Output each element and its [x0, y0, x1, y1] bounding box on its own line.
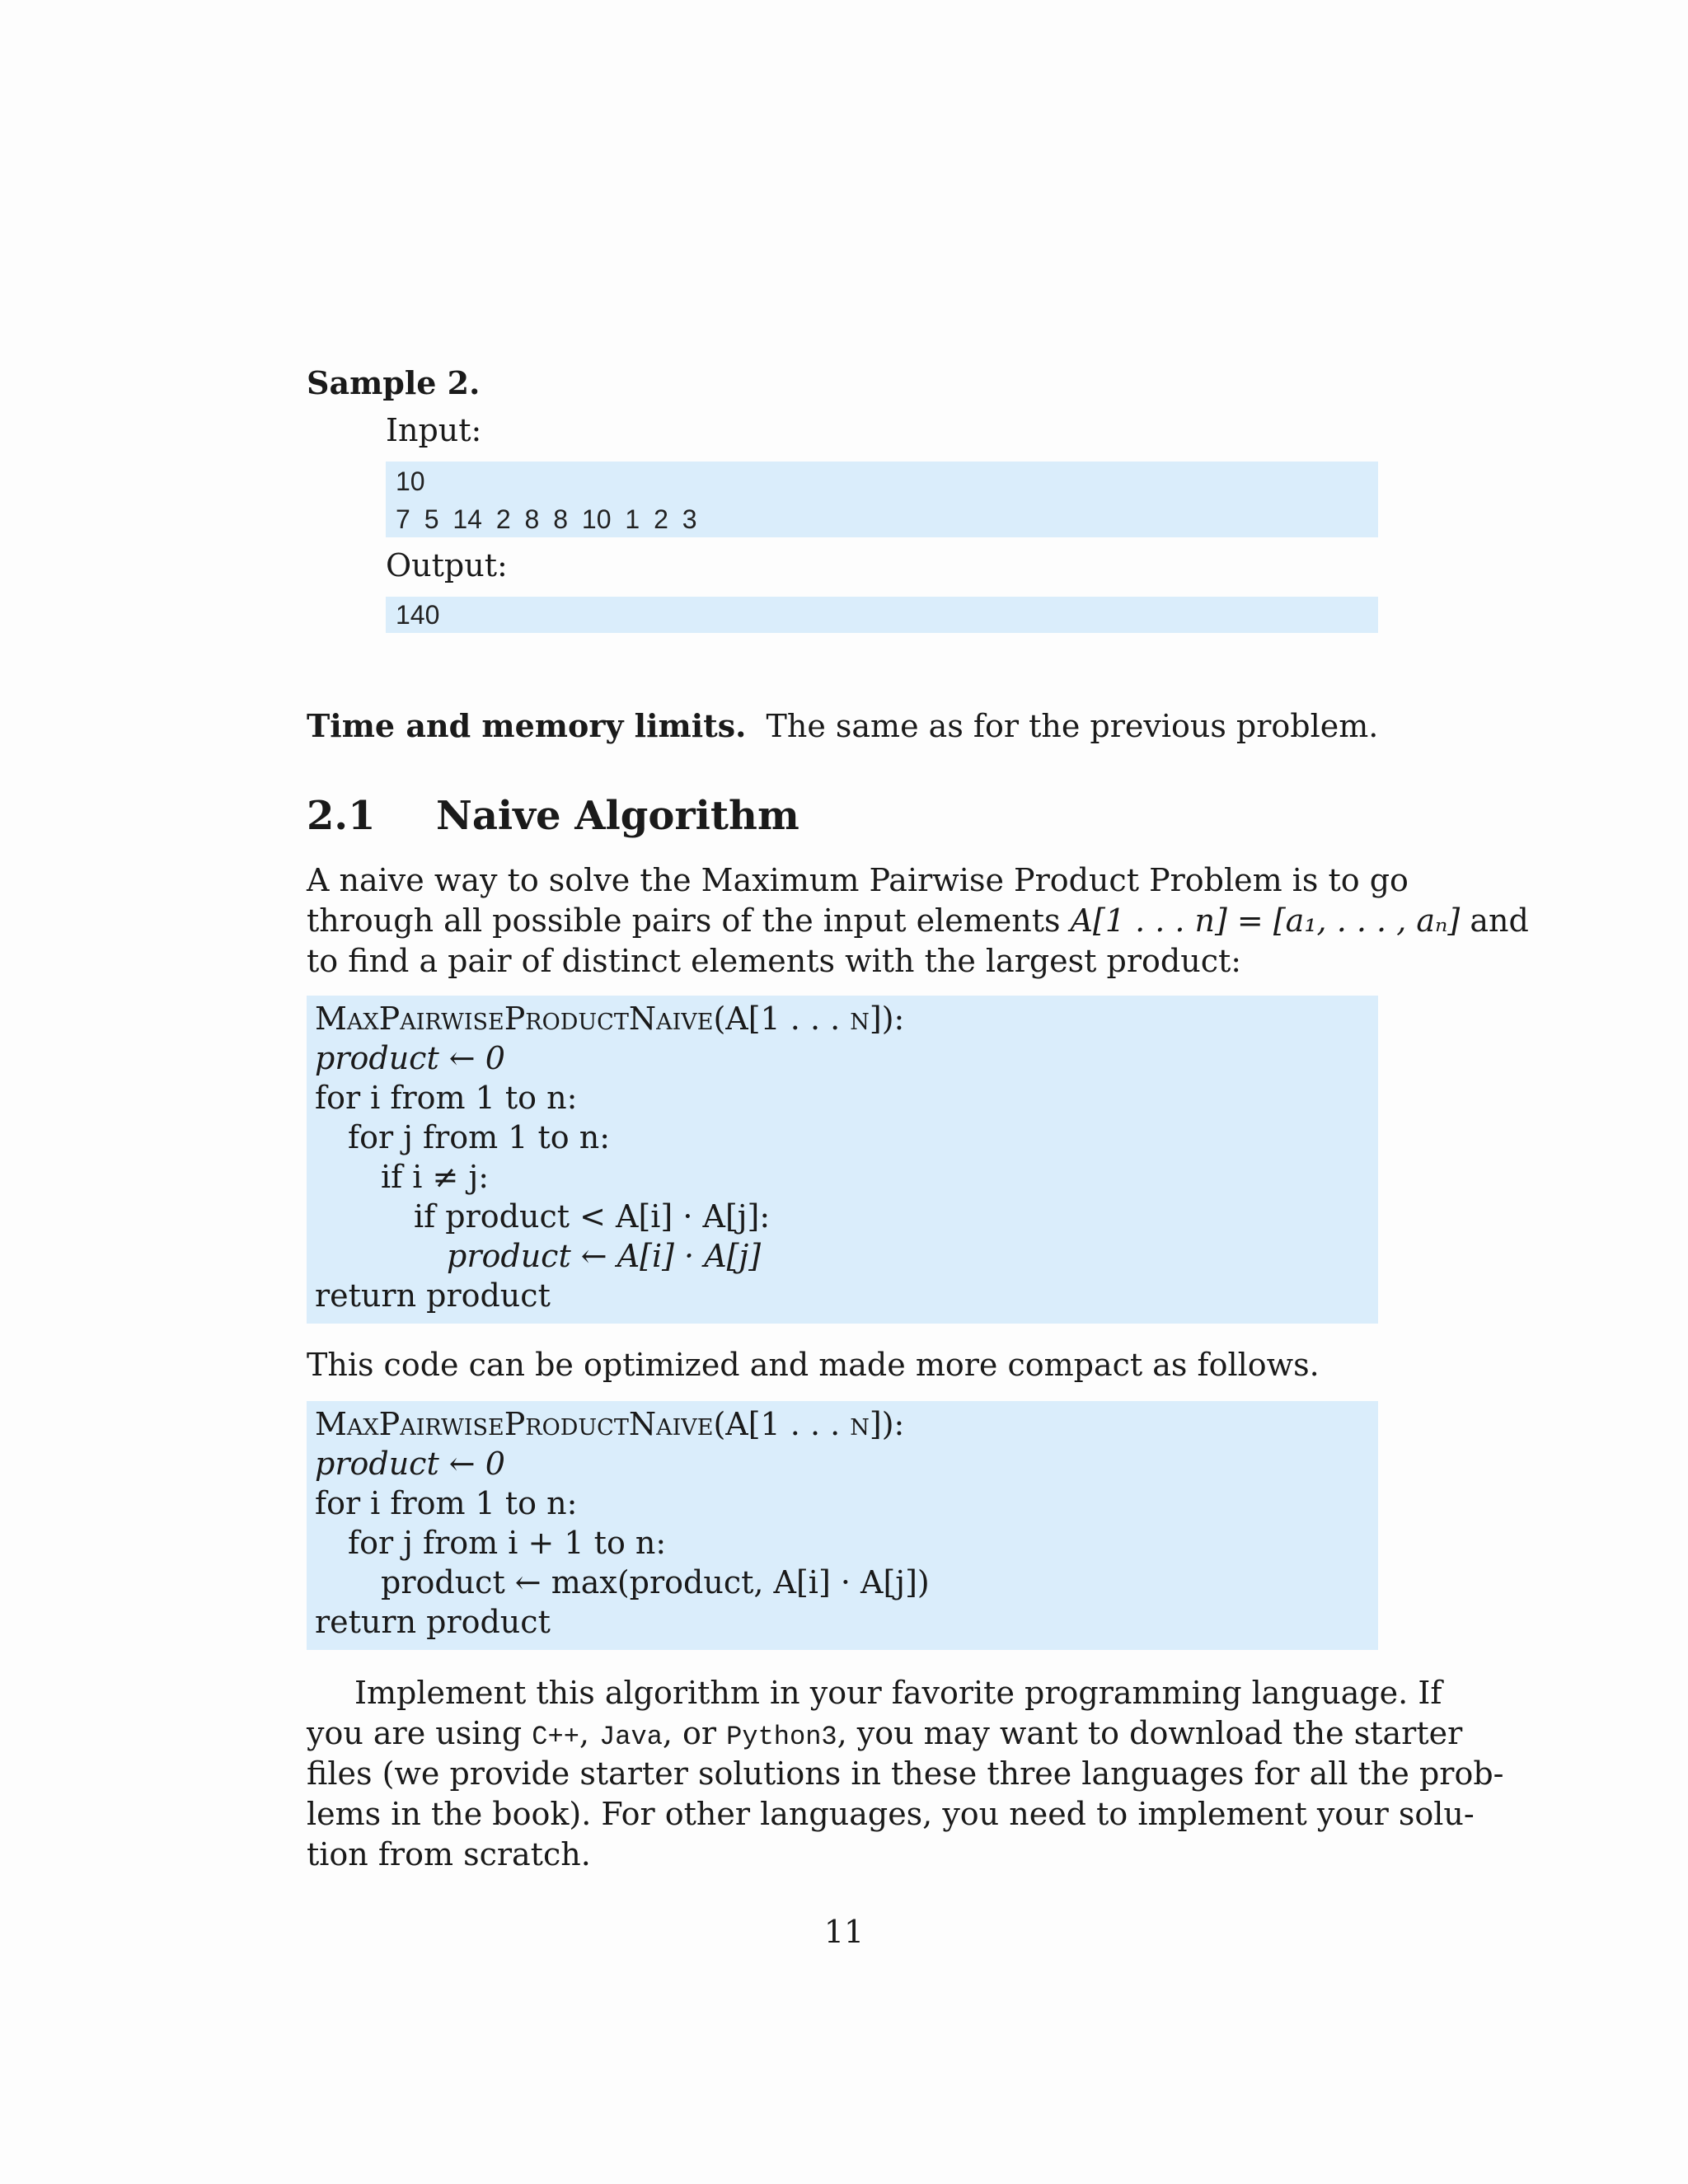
- intro-math: A[1 . . . n] = [a₁, . . . , aₙ]: [1070, 902, 1461, 939]
- output-label: Output:: [386, 547, 508, 583]
- language-python: Python3: [726, 1722, 837, 1752]
- pseudocode-block-1: [307, 996, 1378, 1324]
- closing-line-5: tion from scratch.: [307, 1836, 591, 1872]
- code-line: if i ≠ j:: [381, 1159, 490, 1195]
- code-line: for i from 1 to n:: [315, 1485, 578, 1521]
- section-number: 2.1: [307, 793, 376, 839]
- code-line: product ← A[i] · A[j]: [447, 1238, 762, 1274]
- code-line: product ← 0: [315, 1040, 505, 1076]
- code-line: return product: [315, 1277, 551, 1314]
- input-line: 10: [396, 466, 425, 496]
- code-line: for j from 1 to n:: [348, 1119, 611, 1155]
- limits-paragraph: [307, 705, 1378, 747]
- closing-text: ,: [579, 1715, 600, 1751]
- section-title: Naive Algorithm: [435, 793, 799, 839]
- code-line: return product: [315, 1604, 551, 1640]
- pseudocode-block-2: [307, 1401, 1378, 1650]
- intro-text: and: [1460, 902, 1529, 939]
- section-heading: [307, 793, 799, 839]
- closing-line-1: Implement this algorithm in your favorite programming language. If: [354, 1675, 1442, 1711]
- input-label: Input:: [386, 412, 482, 448]
- closing-text: , or: [662, 1715, 727, 1751]
- closing-text: you are using: [307, 1715, 532, 1751]
- code-line: MaxPairwiseProductNaive(A[1 . . . n]):: [315, 1406, 905, 1442]
- code-line: if product < A[i] · A[j]:: [414, 1198, 771, 1235]
- transition-text: This code can be optimized and made more compact as follows.: [307, 1347, 1320, 1383]
- limits-text: The same as for the previous problem.: [766, 708, 1379, 744]
- code-line: for j from i + 1 to n:: [348, 1525, 667, 1561]
- language-cpp: C++: [532, 1722, 579, 1752]
- output-line: 140: [396, 600, 440, 630]
- intro-text: through all possible pairs of the input elements: [307, 902, 1071, 939]
- closing-text: , you may want to download the starter: [837, 1715, 1463, 1751]
- closing-line-3: files (we provide starter solutions in these three languages for all the prob-: [307, 1755, 1504, 1792]
- output-box: [386, 597, 1378, 633]
- code-line: product ← 0: [315, 1446, 505, 1482]
- limits-label: Time and memory limits.: [307, 707, 747, 744]
- language-java: Java: [599, 1722, 663, 1752]
- input-box: [386, 462, 1378, 537]
- intro-line-3: to find a pair of distinct elements with the largest product:: [307, 943, 1242, 979]
- closing-line-4: lems in the book). For other languages, you need to implement your solu-: [307, 1796, 1475, 1832]
- input-line: 7 5 14 2 8 8 10 1 2 3: [396, 504, 697, 534]
- code-line: MaxPairwiseProductNaive(A[1 . . . n]):: [315, 1001, 905, 1037]
- code-line: product ← max(product, A[i] · A[j]): [381, 1564, 930, 1601]
- intro-line-2: [307, 901, 1529, 941]
- closing-line-2: [307, 1713, 1463, 1757]
- sample-title: Sample 2.: [307, 364, 481, 401]
- intro-line-1: A naive way to solve the Maximum Pairwise Product Problem is to go: [307, 862, 1409, 898]
- code-line: for i from 1 to n:: [315, 1080, 578, 1116]
- page-number: 11: [823, 1914, 865, 1950]
